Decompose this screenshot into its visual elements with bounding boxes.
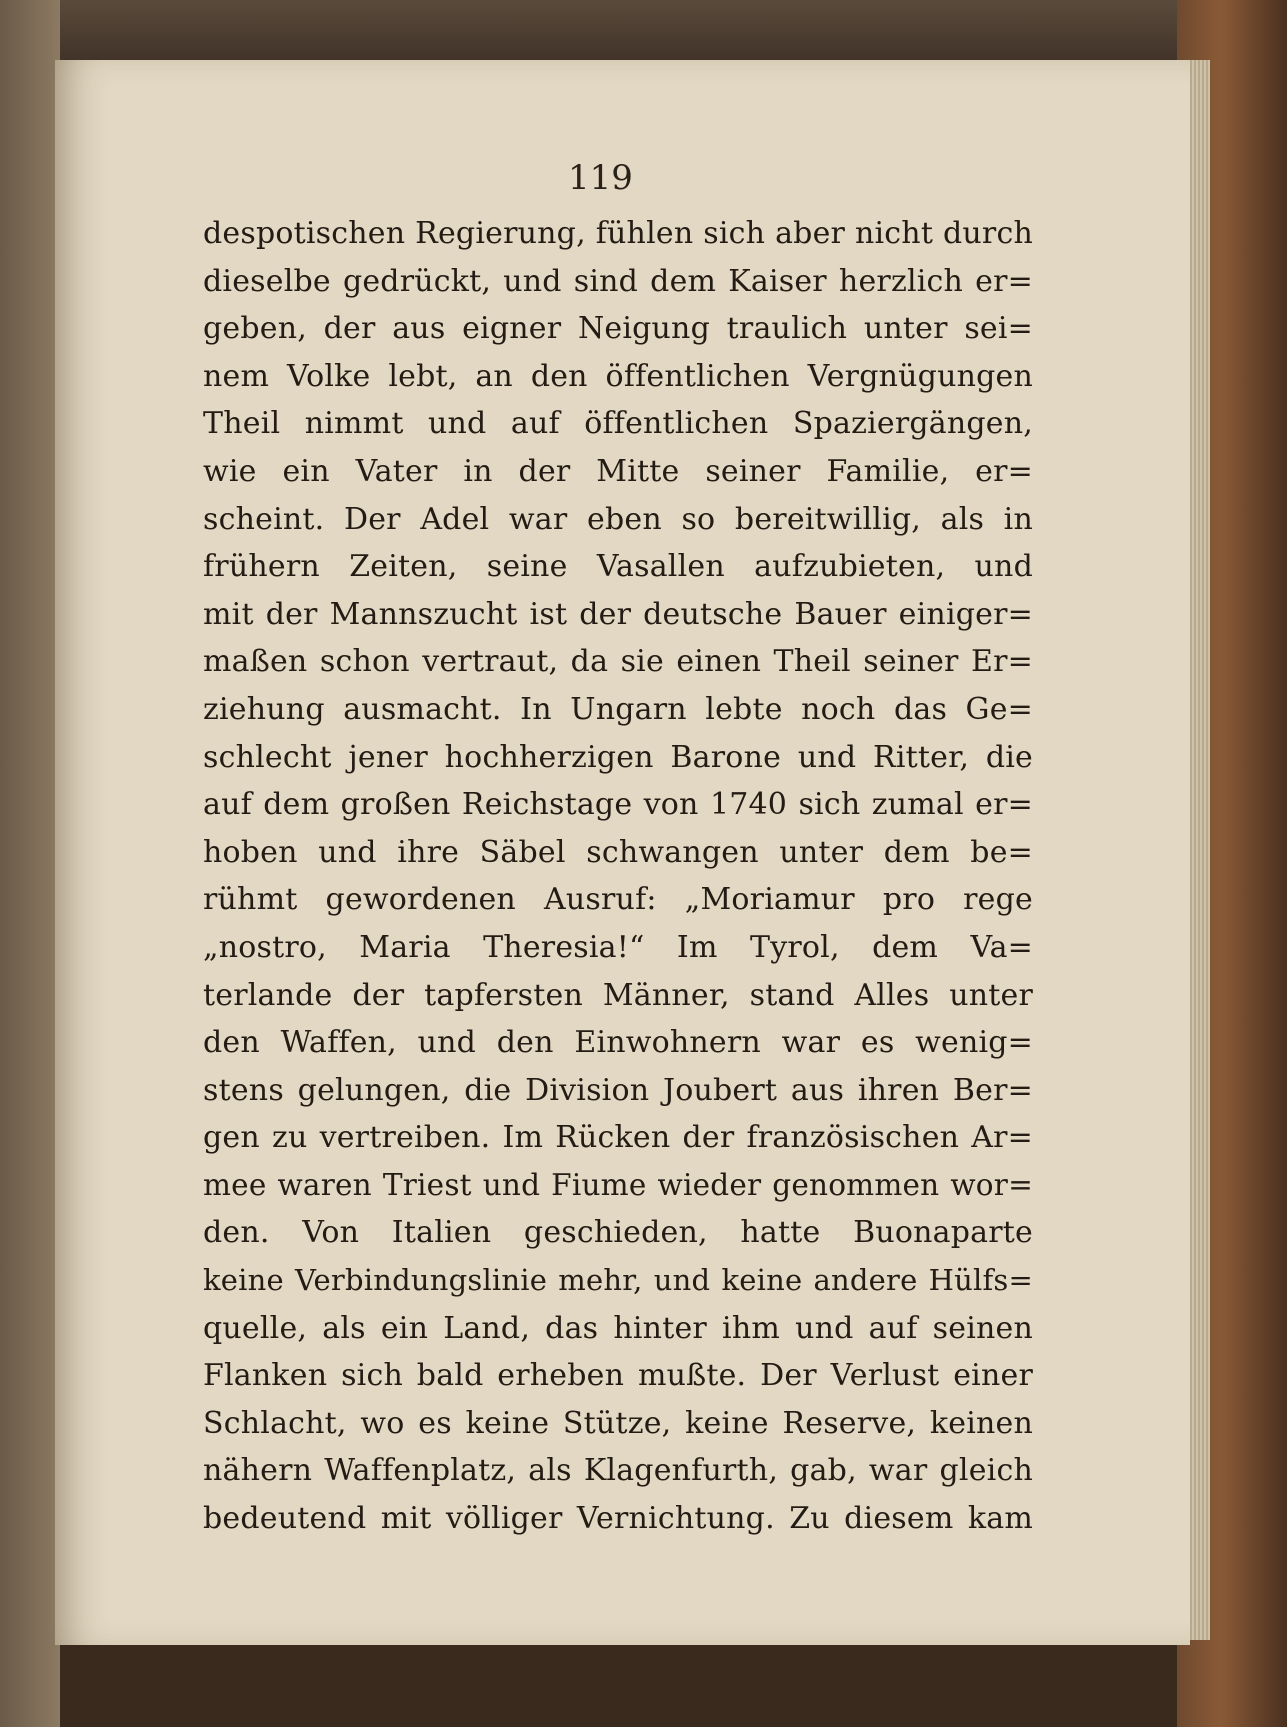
text-line: keine Verbindungslinie mehr, und keine andere Hülfs= bbox=[203, 1263, 1033, 1298]
text-line: den Waffen, und den Einwohnern war es wenig= bbox=[203, 1025, 1033, 1061]
text-line: Schlacht, wo es keine Stütze, keine Reserve, keinen bbox=[203, 1405, 1033, 1441]
text-line: hoben und ihre Säbel schwangen unter dem be= bbox=[203, 834, 1033, 870]
text-line: mee waren Triest und Fiume wieder genommen wor= bbox=[203, 1167, 1033, 1202]
text-line: Theil nimmt und auf öffentlichen Spaziergängen, bbox=[203, 406, 1033, 442]
text-line: frühern Zeiten, seine Vasallen aufzubieten, und bbox=[203, 549, 1033, 585]
text-line: despotischen Regierung, fühlen sich aber nicht durch bbox=[203, 216, 1033, 251]
text-line: gen zu vertreiben. Im Rücken der französischen Ar= bbox=[203, 1120, 1033, 1156]
page-number: 119 bbox=[568, 158, 633, 198]
text-line: maßen schon vertraut, da sie einen Theil seiner Er= bbox=[203, 644, 1033, 680]
text-line: geben, der aus eigner Neigung traulich unter sei= bbox=[203, 311, 1033, 347]
text-line: dieselbe gedrückt, und sind dem Kaiser herzlich er= bbox=[203, 263, 1033, 299]
text-line: schlecht jener hochherzigen Barone und Ritter, die bbox=[203, 739, 1033, 775]
text-line: wie ein Vater in der Mitte seiner Familie, er= bbox=[203, 453, 1033, 489]
text-line: ziehung ausmacht. In Ungarn lebte noch das Ge= bbox=[203, 691, 1033, 727]
text-line: quelle, als ein Land, das hinter ihm und auf seinen bbox=[203, 1310, 1033, 1346]
text-line: stens gelungen, die Division Joubert aus ihren Ber= bbox=[203, 1072, 1033, 1108]
page-text bbox=[203, 210, 1033, 1543]
book-cover-left bbox=[0, 0, 60, 1727]
text-line: auf dem großen Reichstage von 1740 sich zumal er= bbox=[203, 787, 1033, 823]
text-line: mit der Mannszucht ist der deutsche Bauer einiger= bbox=[203, 596, 1033, 632]
text-line: den. Von Italien geschieden, hatte Buonaparte bbox=[203, 1215, 1033, 1251]
text-line: nähern Waffenplatz, als Klagenfurth, gab, war gleich bbox=[203, 1453, 1033, 1489]
text-line: terlande der tapfersten Männer, stand Alles unter bbox=[203, 977, 1033, 1013]
text-line: scheint. Der Adel war eben so bereitwillig, als in bbox=[203, 501, 1033, 537]
text-line: rühmt gewordenen Ausruf: „Moriamur pro rege bbox=[203, 882, 1033, 918]
text-line: Flanken sich bald erheben mußte. Der Verlust einer bbox=[203, 1358, 1033, 1394]
text-line: bedeutend mit völliger Vernichtung. Zu diesem kam bbox=[203, 1501, 1033, 1537]
text-line: nem Volke lebt, an den öffentlichen Vergnügungen bbox=[203, 358, 1033, 394]
text-line: „nostro, Maria Theresia!“ Im Tyrol, dem Va= bbox=[203, 929, 1033, 965]
